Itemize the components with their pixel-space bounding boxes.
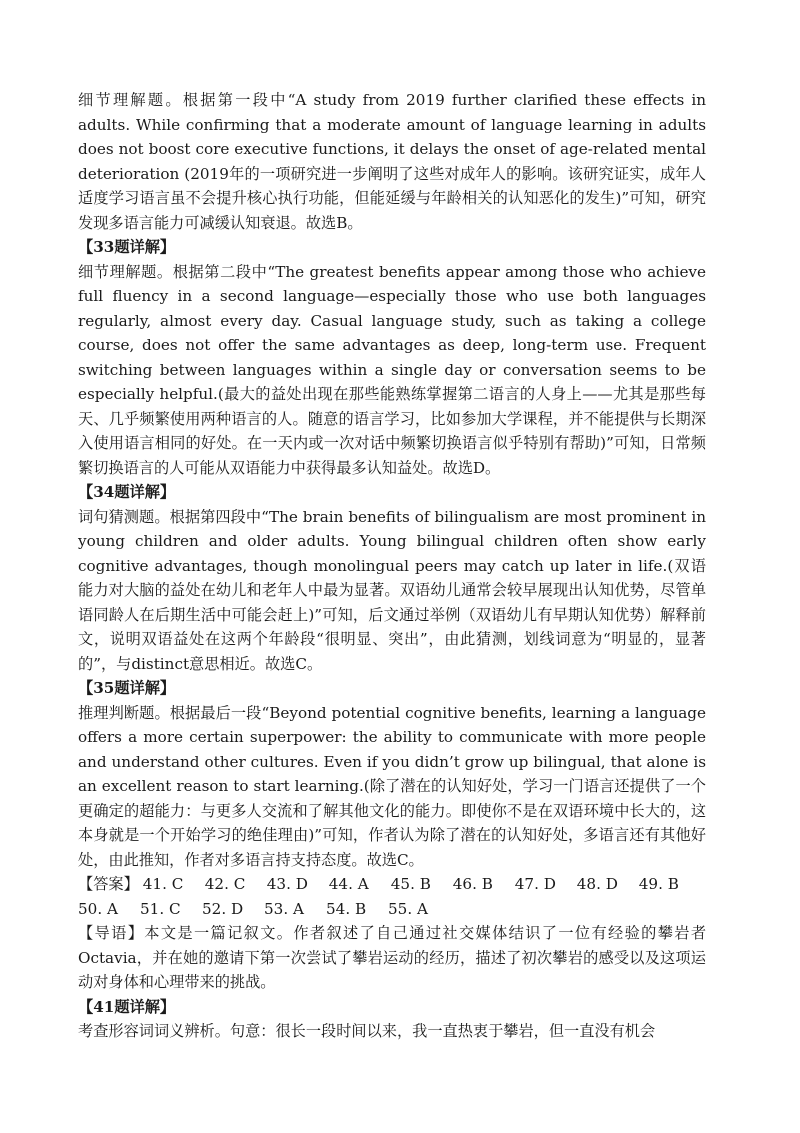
paragraph-q33-explanation: 细节理解题。根据第二段中“The greatest benefits appear among those who achieve full fluency in a second language—especially those who use both languages regularly, almost every day. Casual language study, such as taking a college course, does not offer the same advantages as deep, long-term use. Frequent switching between languages within a single day or conversation seems to be especially helpful.(最大的益处出现在那些能熟练掌握第二语言的人身上——尤其是那些每天、几乎频繁使用两种语言的人。随意的语言学习，比如参加大学课程，并不能提供与长期深入使用语言相同的好处。在一天内或一次对话中频繁切换语言似乎特别有帮助)”可知，日常频繁切换语言的人可能从双语能力中获得最多认知益处。故选D。	[78, 262, 706, 477]
answer-key	[78, 872, 706, 921]
answer-item: 45. B	[390, 875, 431, 893]
heading-q33: 【33题详解】	[78, 238, 176, 256]
answer-item: 52. D	[202, 899, 244, 918]
answer-item: 47. D	[514, 875, 556, 893]
paragraph-q32-explanation: 细节理解题。根据第一段中“A study from 2019 further clarified these effects in adults. While confirming that a moderate amount of language learning in adults does not boost core executive functions, it delays the onset of age-related mental deterioration (2019年的一项研究进一步阐明了这些对成年人的影响。该研究证实，成年人适度学习语言虽不会提升核心执行功能，但能延缓与年龄相关的认知恶化的发生)”可知，研究发现多语言能力可减缓认知衰退。故选B。	[78, 91, 706, 232]
answer-item: 46. B	[452, 875, 493, 893]
answer-item: 49. B	[638, 875, 679, 893]
answer-item: 48. D	[576, 875, 618, 893]
answer-item: 53. A	[264, 899, 304, 918]
answer-item: 51. C	[140, 899, 181, 918]
answer-item: 42. C	[204, 875, 246, 893]
paragraph-q41-explanation: 考查形容词词义辨析。句意：很长一段时间以来，我一直热衷于攀岩，但一直没有机会	[78, 1022, 656, 1040]
answer-item: 43. D	[266, 875, 308, 893]
answer-item: 54. B	[326, 899, 367, 918]
answer-item: 41. C	[142, 875, 184, 893]
answer-item: 50. A	[78, 899, 118, 918]
paragraph-q34-explanation: 词句猜测题。根据第四段中“The brain benefits of bilingualism are most prominent in young children and older adults. Young bilingual children often show early cognitive advantages, though monolingual peers may catch up later in life.(双语能力对大脑的益处在幼儿和老年人中最为显著。双语幼儿通常会较早展现出认知优势，尽管单语同龄人在后期生活中可能会赶上)”可知，后文通过举例（双语幼儿有早期认知优势）解释前文，说明双语益处在这两个年龄段“很明显、突出”，由此猜测，划线词意为“明显的，显著的”，与distinct意思相近。故选C。	[78, 507, 706, 673]
heading-q34: 【34题详解】	[78, 483, 176, 501]
answer-key-label: 【答案】	[78, 875, 139, 893]
heading-q35: 【35题详解】	[78, 679, 176, 697]
answer-item: 44. A	[328, 875, 369, 893]
paragraph-passage-intro: 【导语】本文是一篇记叙文。作者叙述了自己通过社交媒体结识了一位有经验的攀岩者Octavia，并在她的邀请下第一次尝试了攀岩运动的经历，描述了初次攀岩的感受以及这项运动对身体和心理带来的挑战。	[78, 924, 706, 991]
heading-q41: 【41题详解】	[78, 997, 176, 1016]
document-page	[78, 88, 706, 1044]
answer-item: 55. A	[388, 899, 428, 918]
paragraph-q35-explanation: 推理判断题。根据最后一段“Beyond potential cognitive benefits, learning a language offers a more certain superpower: the ability to communicate with more people and understand other cultures. Even if you didn’t grow up bilingual, that alone is an excellent reason to start learning.(除了潜在的认知好处，学习一门语言还提供了一个更确定的超能力：与更多人交流和了解其他文化的能力。即使你不是在双语环境中长大的，这本身就是一个开始学习的绝佳理由)”可知，作者认为除了潜在的认知好处，多语言还有其他好处，由此推知，作者对多语言持支持态度。故选C。	[78, 703, 706, 869]
